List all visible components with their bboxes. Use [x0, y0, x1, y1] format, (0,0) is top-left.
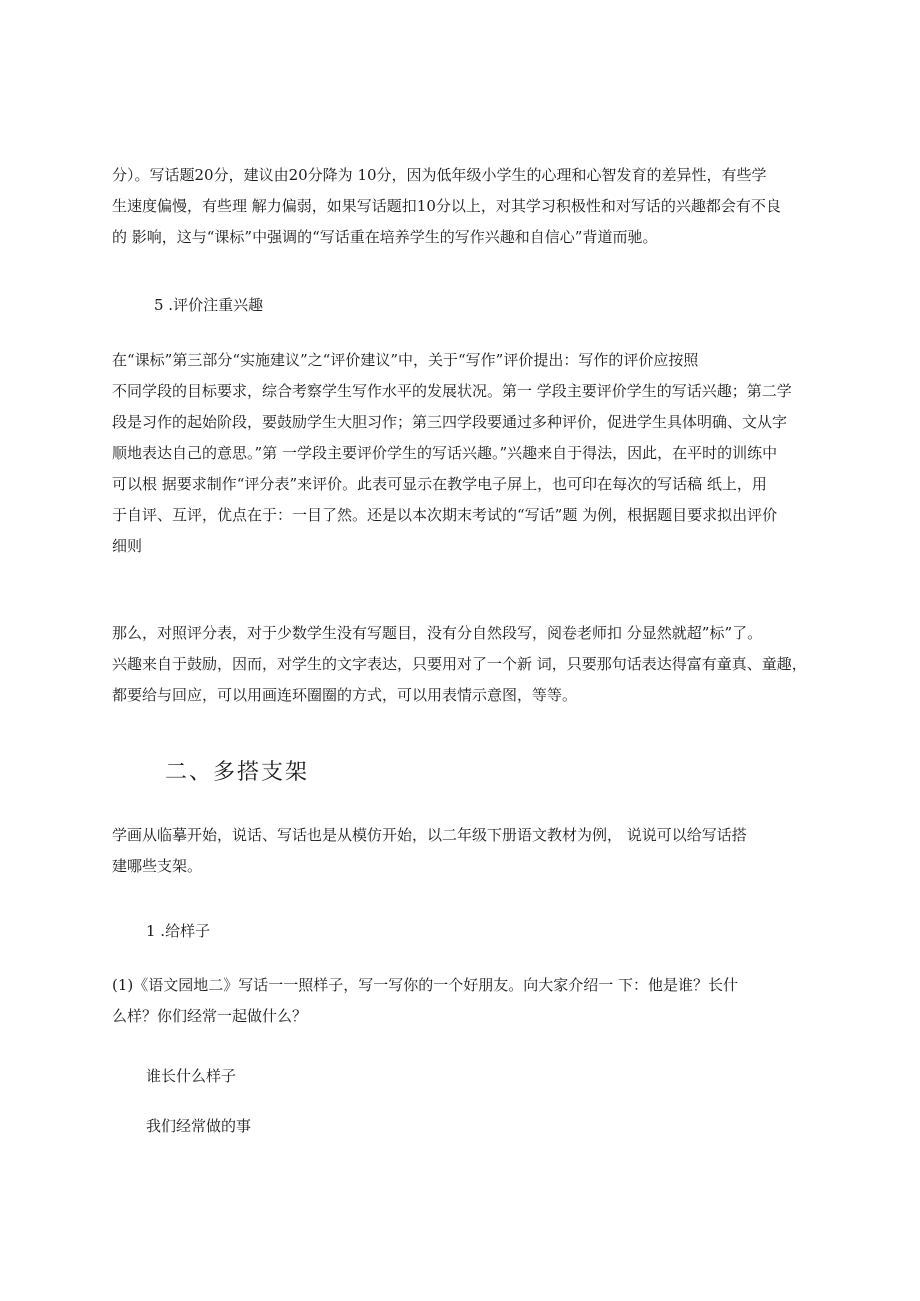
text-line: 段是习作的起始阶段，要鼓励学生大胆习作；第三四学段要通过多种评价，促进学生具体明确、文从字: [112, 413, 788, 431]
text-line: 在“课标”第三部分“实施建议”之“评价建议”中，关于“写作”评价提出：写作的评价应按照: [112, 351, 699, 369]
paragraph-imitation: [112, 820, 824, 882]
label-activities: 我们经常做的事: [146, 1117, 252, 1135]
text-line: 建哪些支架。: [112, 857, 203, 875]
subheading-give-example: 1 .给样子: [146, 922, 211, 940]
subheading-evaluation-interest: 5 .评价注重兴趣: [154, 296, 264, 314]
section-heading-scaffolding: 二、多搭支架: [165, 760, 310, 785]
text-line: 学画从临摹开始，说话、写话也是从模仿开始，以二年级下册语文教材为例， 说说可以给写话搭: [112, 826, 747, 844]
paragraph-score-sheet: [112, 618, 824, 711]
text-line: 兴趣来自于鼓励，因而，对学生的文字表达，只要用对了一个新 词，只要那句话表达得富有童真、童趣，: [112, 655, 807, 673]
paragraph-writing-task: [112, 970, 824, 1032]
text-line: 分）。写话题20分，建议由20分降为 10分，因为低年级小学生的心理和心智发育的差异性，有些学: [112, 166, 767, 184]
paragraph-score-reduction: [112, 160, 824, 253]
label-appearance: 谁长什么样子: [146, 1067, 237, 1085]
text-line: 于自评、互评，优点在于：一目了然。还是以本次期末考试的“写话”题 为例，根据题目要求拟出评价: [112, 506, 778, 524]
text-line: 不同学段的目标要求，综合考察学生写作水平的发展状况。第一 学段主要评价学生的写话兴趣；第二学: [112, 382, 792, 400]
text-line: 都要给与回应，可以用画连环圈圈的方式，可以用表情示意图，等等。: [112, 686, 578, 704]
text-line: (1)《语文园地二》写话一一照样子，写一写你的一个好朋友。向大家介绍一 下：他是谁？长什: [112, 976, 739, 994]
paragraph-evaluation-advice: [112, 345, 824, 562]
text-line: 么样？你们经常一起做什么？: [112, 1007, 308, 1025]
text-line: 的 影响，这与“课标”中强调的“写话重在培养学生的写作兴趣和自信心”背道而驰。: [112, 228, 658, 246]
text-line: 顺地表达自己的意思。”第 一学段主要评价学生的写话兴趣。”兴趣来自于得法，因此，在平时的训练中: [112, 444, 778, 462]
text-line: 生速度偏慢，有些理 解力偏弱，如果写话题扣10分以上，对其学习积极性和对写话的兴趣都会有不良: [112, 197, 781, 215]
text-line: 细则: [112, 537, 143, 555]
text-line: 那么，对照评分表，对于少数学生没有写题目，没有分自然段写，阅卷老师扣 分显然就超”标”了。: [112, 624, 763, 642]
text-line: 可以根 据要求制作“评分表”来评价。此表可显示在教学电子屏上，也可印在每次的写话稿 纸上，用: [112, 475, 767, 493]
